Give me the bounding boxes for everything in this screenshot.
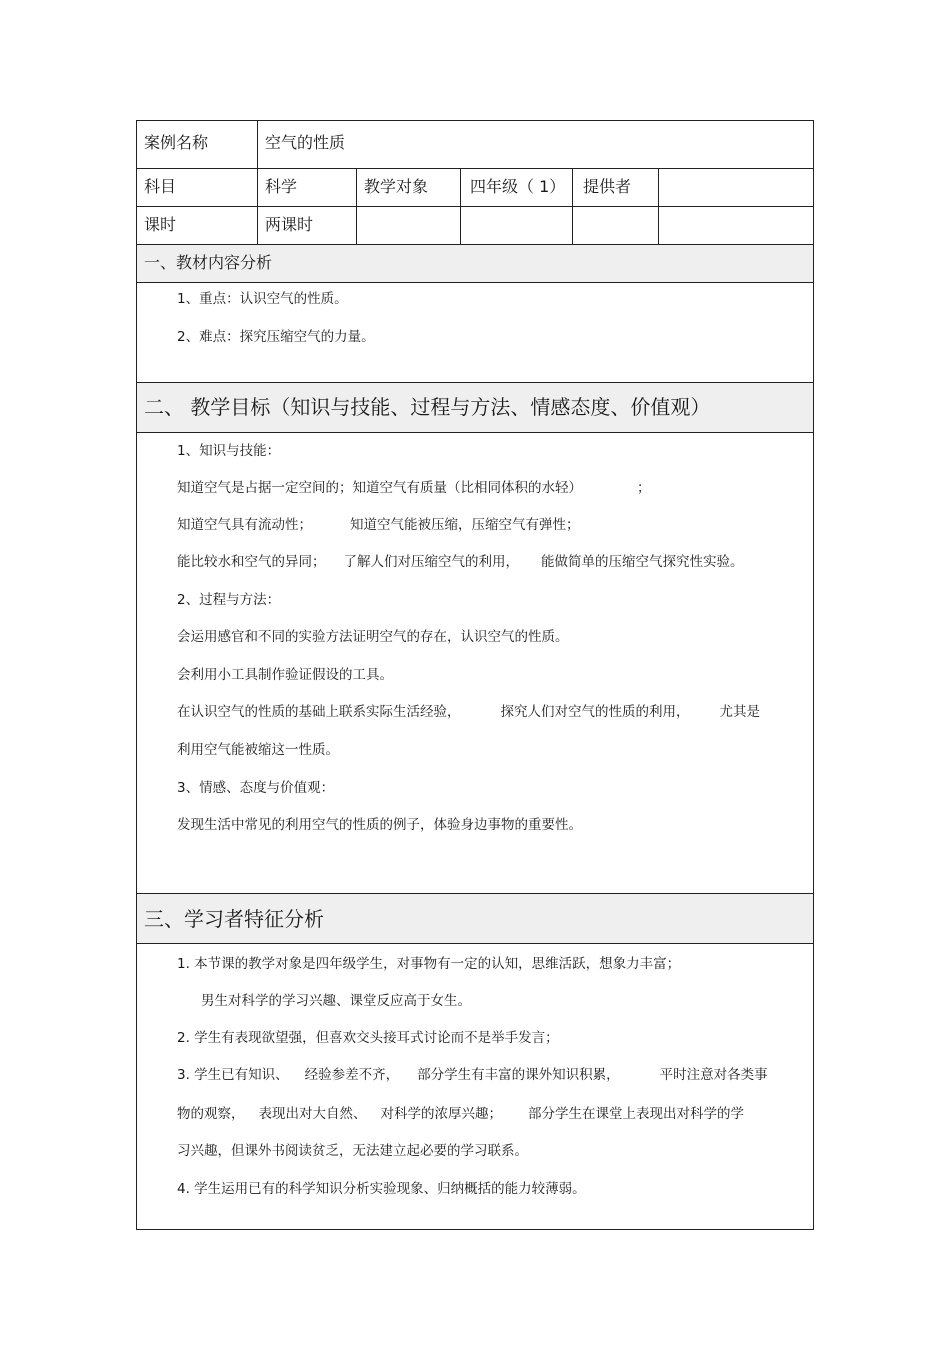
s3-line: 2. 学生有表现欲望强，但喜欢交头接耳式讨论而不是举手发言； xyxy=(177,1030,559,1046)
case-name-value: 空气的性质 xyxy=(265,133,346,152)
row-divider xyxy=(137,244,813,245)
s2-line: 会利用小工具制作验证假设的工具。 xyxy=(177,667,393,683)
s2-text: 能做简单的压缩空气探究性实验。 xyxy=(541,554,744,570)
s3-text: 对科学的浓厚兴趣； xyxy=(380,1106,502,1122)
s2-line: 1、知识与技能： xyxy=(177,443,281,459)
subject-value: 科学 xyxy=(265,177,298,196)
s2-line xyxy=(177,703,760,721)
case-name-label: 案例名称 xyxy=(144,133,209,152)
audience-label: 教学对象 xyxy=(364,177,429,196)
s2-text: 了解人们对压缩空气的利用， xyxy=(343,554,519,570)
subject-label: 科目 xyxy=(144,177,177,196)
s2-text: 知道空气具有流动性； xyxy=(177,517,312,533)
s2-text: 知道空气能被压缩，压缩空气有弹性； xyxy=(350,517,580,533)
s2-text: 能比较水和空气的异同； xyxy=(177,554,326,570)
s1-line: 1、重点：认识空气的性质。 xyxy=(177,291,348,307)
s2-line xyxy=(177,479,651,497)
hours-label: 课时 xyxy=(144,215,177,234)
section2-heading: 二、 教学目标（知识与技能、过程与方法、情感态度、价值观） xyxy=(144,395,711,419)
column-divider xyxy=(257,121,258,244)
s2-line: 3、情感、态度与价值观： xyxy=(177,780,335,796)
s2-line xyxy=(177,516,580,534)
s3-text: 经验参差不齐， xyxy=(304,1067,400,1083)
s3-text: 部分学生在课堂上表现出对科学的学 xyxy=(528,1106,744,1122)
s2-line: 2、过程与方法： xyxy=(177,592,281,608)
s3-text: 平时注意对各类事 xyxy=(659,1067,768,1083)
s2-line: 利用空气能被缩这一性质。 xyxy=(177,742,339,758)
s2-text: 知道空气是占据一定空间的；知道空气有质量（比相同体积的水轻） xyxy=(177,480,582,496)
row-divider xyxy=(137,893,813,894)
s3-line: 1. 本节课的教学对象是四年级学生，对事物有一定的认知，思维活跃，想象力丰富； xyxy=(177,956,681,972)
lesson-plan-table xyxy=(136,120,814,1230)
row-divider xyxy=(137,432,813,433)
s2-text: 在认识空气的性质的基础上联系实际生活经验， xyxy=(177,704,461,720)
s3-line xyxy=(177,1105,744,1123)
row-divider xyxy=(137,943,813,944)
s3-line: 习兴趣，但课外书阅读贫乏，无法建立起必要的学习联系。 xyxy=(177,1143,528,1159)
row-divider xyxy=(137,382,813,383)
s3-text: 物的观察， xyxy=(177,1106,245,1122)
column-divider xyxy=(658,168,659,244)
s2-line: 会运用感官和不同的实验方法证明空气的存在，认识空气的性质。 xyxy=(177,629,569,645)
section3-heading: 三、学习者特征分析 xyxy=(144,907,324,931)
audience-value: 四年级（ 1） xyxy=(470,177,566,196)
provider-label: 提供者 xyxy=(583,177,632,196)
s1-line: 2、难点：探究压缩空气的力量。 xyxy=(177,329,375,345)
s3-line: 男生对科学的学习兴趣、课堂反应高于女生。 xyxy=(201,993,471,1009)
s2-line: 发现生活中常见的利用空气的性质的例子，体验身边事物的重要性。 xyxy=(177,817,582,833)
hours-value: 两课时 xyxy=(265,215,314,234)
s3-text: 表现出对大自然、 xyxy=(258,1106,367,1122)
s2-text: 尤其是 xyxy=(719,704,760,720)
row-divider xyxy=(137,168,813,169)
row-divider xyxy=(137,206,813,207)
s2-text: 探究人们对空气的性质的利用， xyxy=(500,704,690,720)
s2-text: ； xyxy=(637,480,651,496)
s3-text: 部分学生有丰富的课外知识积累， xyxy=(417,1067,620,1083)
column-divider xyxy=(356,168,357,244)
s3-line: 4. 学生运用已有的科学知识分析实验现象、归纳概括的能力较薄弱。 xyxy=(177,1181,586,1197)
s3-text: 3. 学生已有知识、 xyxy=(177,1067,289,1083)
s2-line xyxy=(177,553,744,571)
row-divider xyxy=(137,282,813,283)
section1-heading: 一、教材内容分析 xyxy=(144,253,273,272)
s3-line xyxy=(177,1066,768,1084)
column-divider xyxy=(572,168,573,244)
column-divider xyxy=(460,168,461,244)
